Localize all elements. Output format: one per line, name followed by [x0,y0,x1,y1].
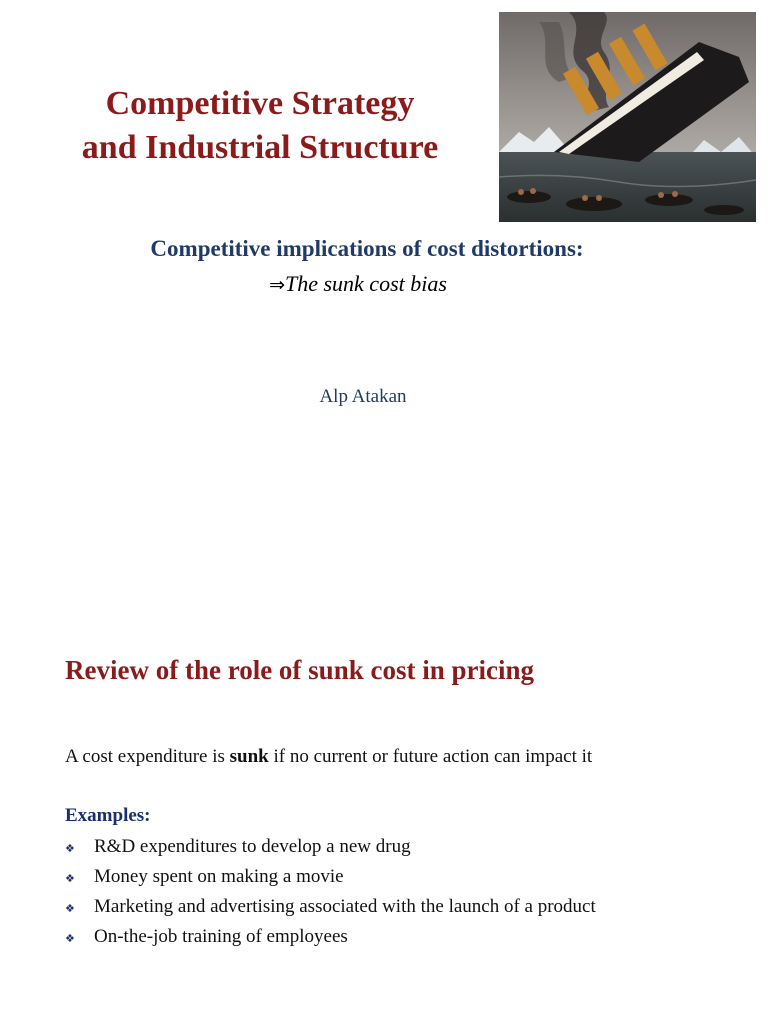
sunk-cost-definition [65,746,592,768]
title-line-2: and Industrial Structure [81,129,439,166]
examples-list [65,835,596,955]
diamond-bullet-icon: ❖ [65,932,75,945]
diamond-bullet-icon: ❖ [65,842,75,855]
examples-heading: Examples: [65,805,151,826]
list-item [65,895,596,925]
author-name: Alp Atakan [319,386,407,407]
section-heading: Review of the role of sunk cost in pricing [65,655,534,685]
example-text: Marketing and advertising associated with the launch of a product [94,896,596,917]
definition-text-before: A cost expenditure is [65,746,230,767]
subsubtitle-text: The sunk cost bias [284,271,447,296]
example-text: R&D expenditures to develop a new drug [94,836,411,857]
title-line-1: Competitive Strategy [105,85,415,122]
list-item [65,835,596,865]
list-item [65,925,596,955]
implies-arrow-icon: ⇒ [269,274,285,296]
definition-bold-term: sunk [229,746,269,767]
example-text: Money spent on making a movie [94,866,344,887]
subtitle: Competitive implications of cost distortions: [150,236,584,261]
diamond-bullet-icon: ❖ [65,902,75,915]
subsubtitle [0,271,716,297]
slide-title [20,82,500,170]
sinking-ship-image [499,12,756,222]
example-text: On-the-job training of employees [94,926,348,947]
diamond-bullet-icon: ❖ [65,872,75,885]
definition-text-after: if no current or future action can impact it [268,746,593,767]
list-item [65,865,596,895]
